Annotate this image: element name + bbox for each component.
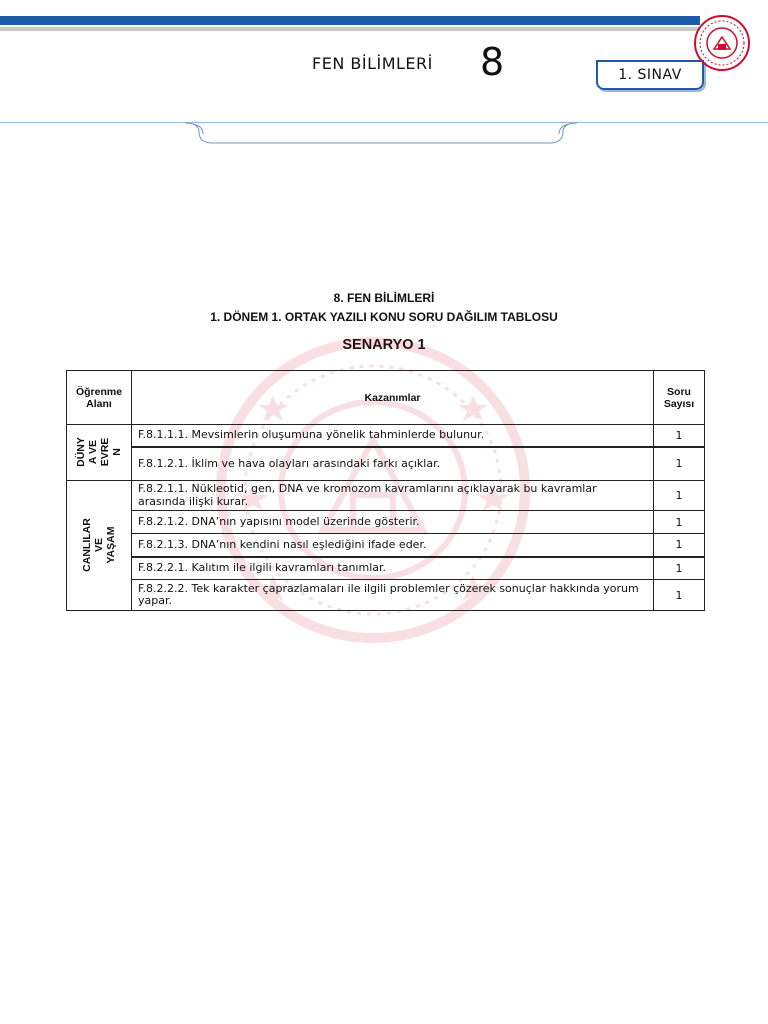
- meb-logo-icon: [693, 14, 751, 76]
- count-cell: 1: [654, 557, 705, 580]
- exam-badge: [596, 60, 704, 90]
- count-cell: 1: [654, 580, 705, 611]
- header-tab-frame: [185, 122, 577, 150]
- outcome-cell: F.8.2.1.3. DNA’nın kendini nasıl eşlediğini ifade eder.: [132, 534, 654, 557]
- table-row: [67, 557, 705, 580]
- header-question-count: [654, 371, 705, 425]
- outcome-cell: F.8.1.2.1. İklim ve hava olayları arasındaki farkı açıklar.: [132, 447, 654, 481]
- header-outcomes: Kazanımlar: [132, 371, 654, 425]
- exam-label: 1. SINAV: [618, 67, 682, 83]
- count-cell: 1: [654, 447, 705, 481]
- header-area-line: Alanı: [86, 397, 112, 410]
- scenario-title: SENARYO 1: [342, 337, 426, 353]
- count-cell: 1: [654, 534, 705, 557]
- table-header-row: [67, 371, 705, 425]
- table-row: [67, 534, 705, 557]
- outcome-cell: F.8.1.1.1. Mevsimlerin oluşumuna yönelik tahminlerde bulunur.: [132, 425, 654, 447]
- header-count-line: Sayısı: [663, 397, 695, 410]
- header-gray-bar: [0, 27, 700, 31]
- outcome-cell: F.8.2.1.1. Nükleotid, gen, DNA ve kromozom kavramlarını açıklayarak bu kavramlar arasında ilişki kurar.: [132, 481, 654, 511]
- outcome-cell: F.8.2.2.1. Kalıtım ile ilgili kavramları tanımlar.: [132, 557, 654, 580]
- subject-title: FEN BİLİMLERİ: [312, 54, 433, 73]
- header-area-line: Öğrenme: [75, 385, 123, 398]
- learning-area-label: CANLILAR VE YAŞAM: [80, 518, 117, 572]
- table-row: [67, 481, 705, 511]
- table-row: [67, 511, 705, 534]
- outcome-cell: F.8.2.2.2. Tek karakter çaprazlamaları ile ilgili problemler çözerek sonuçlar hakkında yorum yapar.: [132, 580, 654, 611]
- outcome-cell: F.8.2.1.2. DNA’nın yapısını model üzerinde gösterir.: [132, 511, 654, 534]
- learning-area-living-things: [67, 481, 132, 611]
- header-count-line: Soru: [667, 385, 691, 398]
- document-title: 8. FEN BİLİMLERİ: [333, 291, 435, 305]
- count-cell: 1: [654, 511, 705, 534]
- learning-area-label: DÜNY A VE EVRE N: [74, 437, 123, 467]
- count-cell: 1: [654, 481, 705, 511]
- distribution-table: [66, 370, 705, 611]
- table-row: [67, 447, 705, 481]
- table-row: [67, 580, 705, 611]
- document-subtitle: 1. DÖNEM 1. ORTAK YAZILI KONU SORU DAĞILIM TABLOSU: [210, 310, 558, 324]
- table-row: [67, 425, 705, 447]
- header-learning-area: [67, 371, 132, 425]
- header-blue-bar: [0, 16, 700, 25]
- count-cell: 1: [654, 425, 705, 447]
- grade-number: 8: [480, 40, 505, 84]
- learning-area-world-universe: [67, 425, 132, 481]
